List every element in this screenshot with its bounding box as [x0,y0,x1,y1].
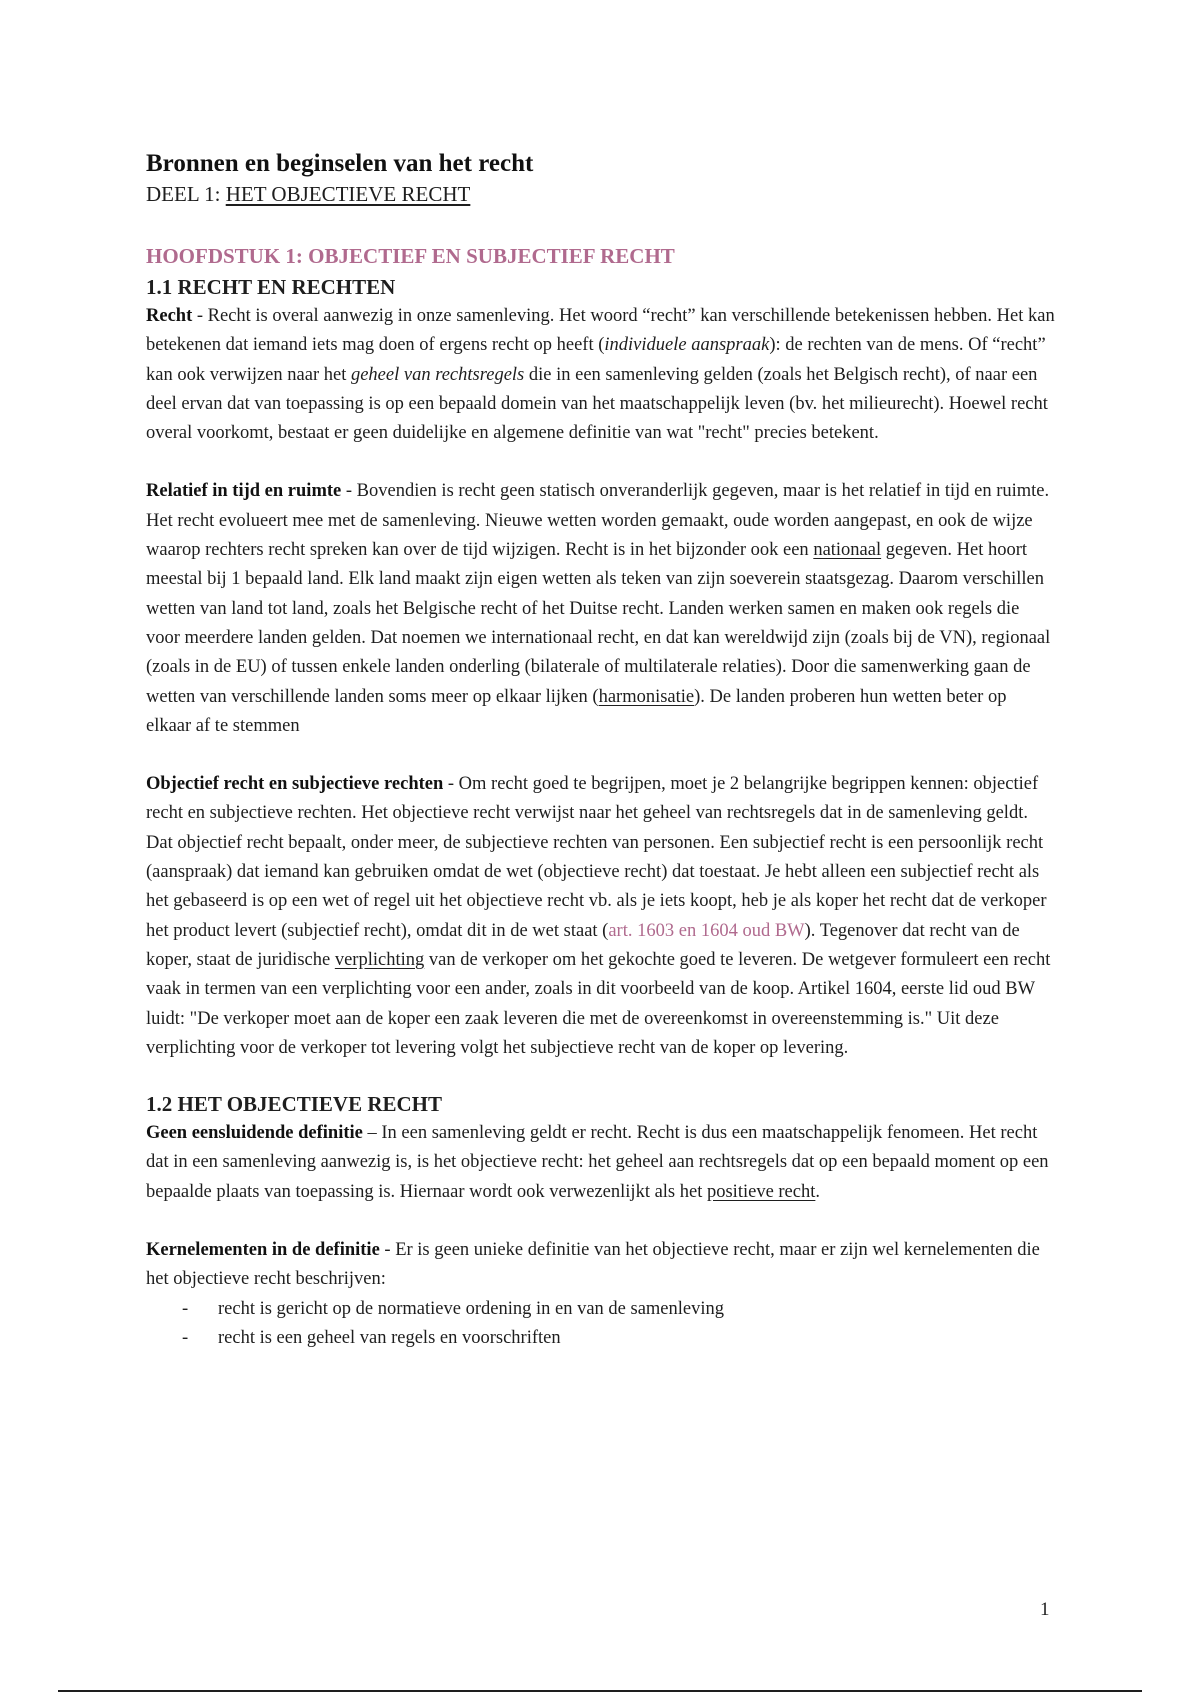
part-title: HET OBJECTIEVE RECHT [225,182,471,206]
text: - Er is geen unieke definitie van het objectieve recht, maar er zijn wel kernelementen die het objectieve recht beschrijven: [146,1240,1040,1290]
text: - Om recht goed te begrijpen, moet je 2 belangrijke begrippen kennen: objectief recht en subjectieve rechten. Het objectieve recht verwijst naar het geheel van rechtsregels dat in de samenleving geldt. Dat objectief recht bepaalt, onder meer, de subjectieve rechten van personen. Een subjectief recht is een persoonlijk recht (aanspraak) dat iemand kan gebruiken omdat de wet (objectieve recht) dat toestaat. Je hebt alleen een subjectief recht als het gebaseerd is op een wet of regel uit het objectieve recht vb. als je iets koopt, heb je als koper het recht dat de verkoper het product levert (subjectief recht), omdat dit in de wet staat ( [146,774,1047,941]
text: ): de rechten van de mens. Of “recht” kan ook verwijzen naar het [146,335,1046,385]
term-recht: Recht [146,306,193,326]
kernelementen-list [146,1295,1056,1354]
footer-divider [58,1690,1142,1692]
underlined-term: positieve recht [706,1181,816,1202]
text: - Bovendien is recht geen statisch onveranderlijk gegeven, maar is het relatief in tijd en ruimte. Het recht evolueert mee met de samenleving. Nieuwe wetten worden gemaakt, oude worden aangepast, en ook de wijze waarop rechters recht spreken kan over de tijd wijzigen. Recht is in het bijzonder ook een [146,481,1050,561]
paragraph-recht [146,302,1056,448]
part-heading [146,180,1056,208]
term-kernelementen: Kernelementen in de definitie [146,1240,380,1261]
list-item-text: recht is gericht op de normatieve ordening in en van de samenleving [218,1298,725,1319]
italic-term: geheel van rechtsregels [350,364,525,385]
text: ). De landen proberen hun wetten beter op elkaar af te stemmen [146,686,1007,736]
page-number: 1 [1040,1599,1050,1620]
text: van de verkoper om het gekochte goed te leveren. De wetgever formuleert een recht vaak in termen van een verplichting voor een ander, zoals in dit voorbeeld van de koop. Artikel 1604, eerste lid oud BW luidt: "De verkoper moet aan de koper een zaak leveren die met de overeenkomst in overeenstemming is." Uit deze verplichting voor de verkoper tot levering volgt het subjectieve recht van de koper op levering. [146,949,1051,1058]
section-heading-1-1: 1.1 RECHT EN RECHTEN [146,275,396,299]
paragraph-relatief [146,477,1056,741]
italic-term: individuele aanspraak [604,335,770,356]
text: ). Tegenover dat recht van de koper, staat de juridische [146,920,1020,970]
document-page [146,148,1056,1353]
paragraph-geen-definitie [146,1119,1056,1207]
term-objectief-subjectief: Objectief recht en subjectieve rechten [146,774,444,795]
text: – In een samenleving geldt er recht. Recht is dus een maatschappelijk fenomeen. Het recht dat in een samenleving aanwezig is, is het objectieve recht: het geheel aan rechtsregels dat op een bepaald moment op een bepaalde plaats van toepassing is. Hiernaar wordt ook verwezenlijkt als het [146,1123,1049,1202]
text: die in een samenleving gelden (zoals het Belgisch recht), of naar een deel ervan dat van toepassing is op een bepaald domein van het maatschappelijk leven (bv. het milieurecht). Hoewel recht overal voorkomt, bestaat er geen duidelijke en algemene definitie van wat "recht" precies betekent. [146,364,1048,444]
term-relatief: Relatief in tijd en ruimte [146,481,342,502]
list-item-text: recht is een geheel van regels en voorschriften [218,1327,561,1348]
text: - Recht is overal aanwezig in onze samenleving. Het woord “recht” kan verschillende betekenissen hebben. Het kan betekenen dat iemand iets mag doen of ergens recht op heeft ( [146,306,1055,356]
paragraph-kernelementen [146,1236,1056,1295]
term-geen-definitie: Geen eensluidende definitie [146,1123,363,1144]
dash-bullet: - [182,1327,189,1348]
text: . [815,1181,820,1202]
chapter-title: HOOFDSTUK 1: OBJECTIEF EN SUBJECTIEF RECHT [146,244,675,268]
list-item [146,1324,1056,1353]
list-item [146,1295,1056,1324]
text: gegeven. Het hoort meestal bij 1 bepaald land. Elk land maakt zijn eigen wetten als teken van zijn soeverein staatsgezag. Daarom verschillen wetten van land tot land, zoals het Belgische recht of het Duitse recht. Landen werken samen en maken ook regels die voor meerdere landen gelden. Dat noemen we internationaal recht, en dat kan wereldwijd zijn (zoals bij de VN), regionaal (zoals in de EU) of tussen enkele landen onderling (bilaterale of multilaterale relaties). Door die samenwerking gaan de wetten van verschillende landen soms meer op elkaar lijken ( [146,540,1051,707]
law-reference: art. 1603 en 1604 oud BW [608,920,805,941]
underlined-term: harmonisatie [598,686,695,707]
section-heading-1-2: 1.2 HET OBJECTIEVE RECHT [146,1092,443,1117]
dash-bullet: - [182,1298,189,1319]
underlined-term: verplichting [334,949,425,970]
part-prefix: DEEL 1: [146,182,226,206]
underlined-term: nationaal [813,540,882,561]
paragraph-objectief-subjectief [146,770,1056,1063]
document-title: Bronnen en beginselen van het recht [146,150,534,177]
